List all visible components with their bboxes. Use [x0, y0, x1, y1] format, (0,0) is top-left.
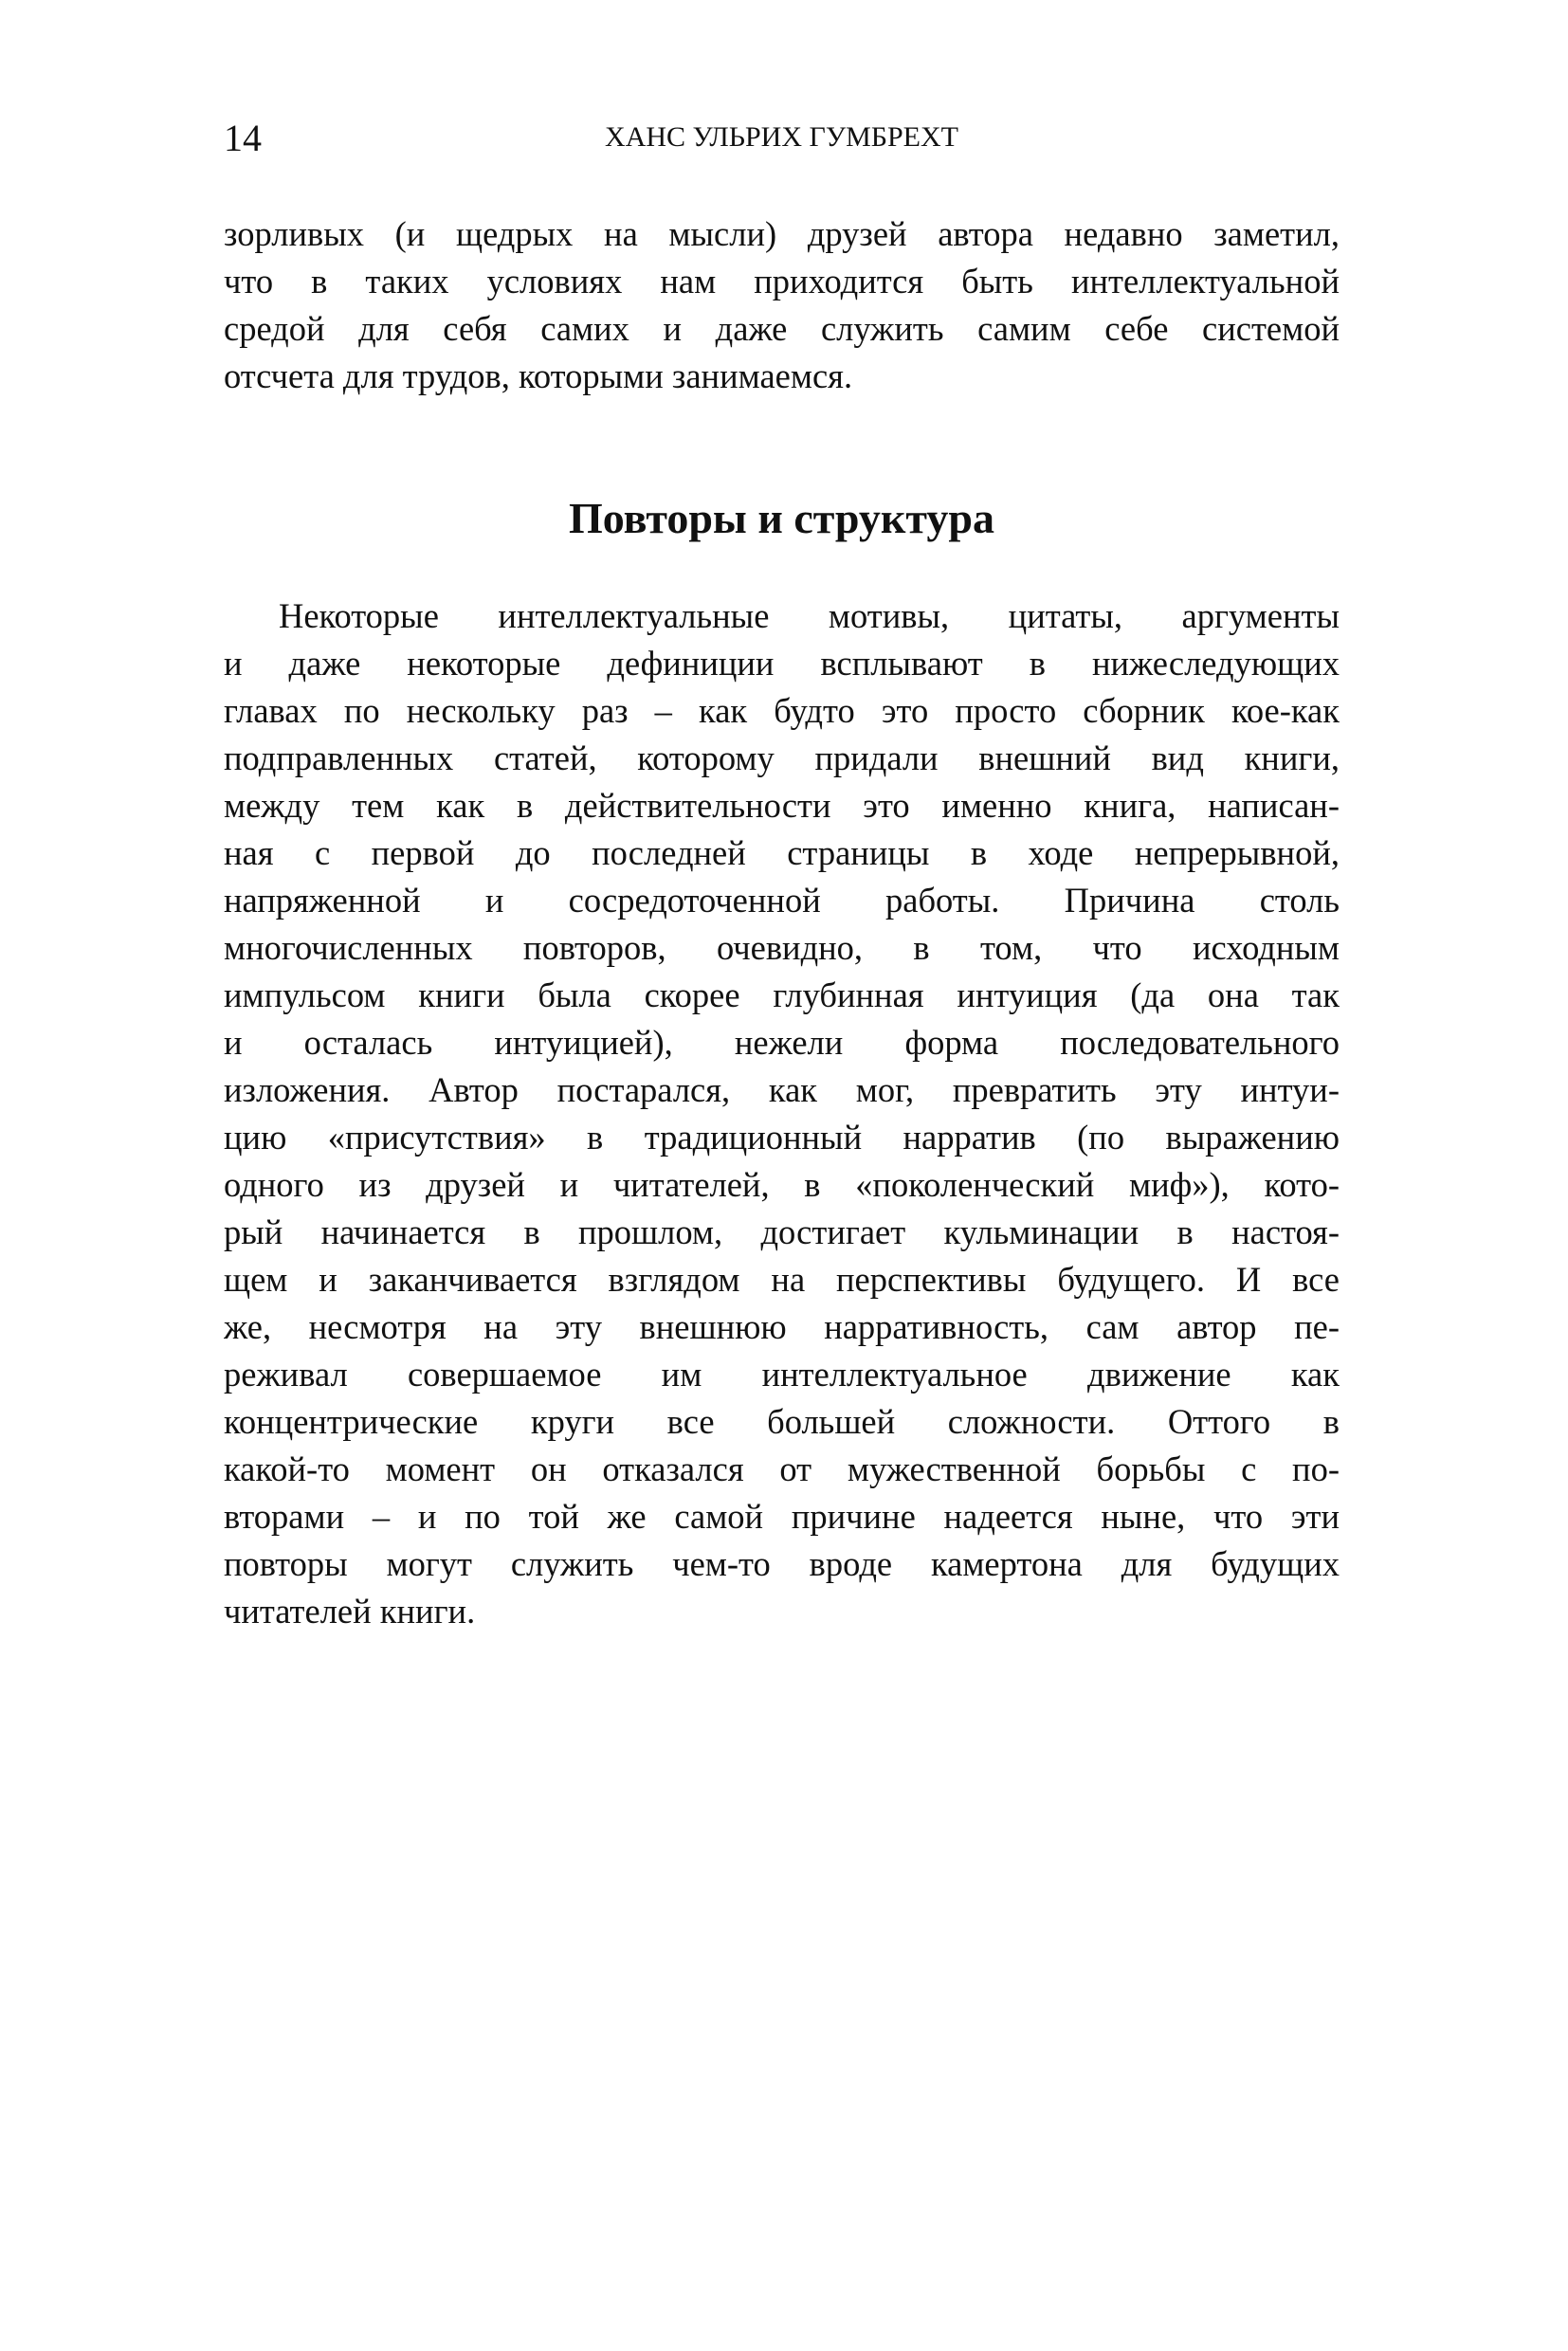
text-line: напряженной и сосредоточенной работы. Причина столь: [224, 881, 1340, 920]
text-line: же, несмотря на эту внешнюю нарративность, сам автор пе-: [224, 1307, 1340, 1346]
text-line: средой для себя самих и даже служить самим себе системой: [224, 309, 1340, 348]
text-line: многочисленных повторов, очевидно, в том, что исходным: [224, 928, 1340, 967]
text-line: повторы могут служить чем-то вроде камертона для будущих: [224, 1544, 1340, 1583]
text-line: реживал совершаемое им интеллектуальное движение как: [224, 1355, 1340, 1394]
continued-paragraph: [224, 210, 1340, 400]
text-line: подправленных статей, которому придали внешний вид книги,: [224, 738, 1340, 777]
page-number: 14: [224, 117, 262, 159]
text-line: читателей книги.: [224, 1592, 476, 1631]
text-line: главах по нескольку раз – как будто это просто сборник кое-как: [224, 691, 1340, 730]
text-line: рый начинается в прошлом, достигает кульминации в настоя-: [224, 1212, 1340, 1251]
text-line: и осталась интуицией), нежели форма последовательного: [224, 1023, 1340, 1062]
text-line: и даже некоторые дефиниции всплывают в нижеследующих: [224, 644, 1340, 683]
text-line: отсчета для трудов, которыми занимаемся.: [224, 356, 853, 395]
text-line: импульсом книги была скорее глубинная интуиция (да она так: [224, 975, 1340, 1014]
text-line: Некоторые интеллектуальные мотивы, цитаты, аргументы: [279, 596, 1340, 635]
text-line: щем и заканчивается взглядом на перспективы будущего. И все: [224, 1260, 1340, 1299]
text-line: одного из друзей и читателей, в «поколенческий миф»), кото-: [224, 1165, 1340, 1204]
text-line: зорливых (и щедрых на мысли) друзей автора недавно заметил,: [224, 214, 1340, 253]
text-line: какой-то момент он отказался от мужественной борьбы с по-: [224, 1449, 1340, 1488]
text-line: между тем как в действительности это именно книга, написан-: [224, 786, 1340, 825]
text-line: ная с первой до последней страницы в ходе непрерывной,: [224, 833, 1340, 872]
running-title: ХАНС УЛЬРИХ ГУМБРЕХТ: [605, 121, 958, 153]
text-line: цию «присутствия» в традиционный нарратив (по выражению: [224, 1118, 1340, 1157]
text-line: вторами – и по той же самой причине надеется ныне, что эти: [224, 1497, 1340, 1536]
text-line: что в таких условиях нам приходится быть интеллектуальной: [224, 262, 1340, 301]
text-line: концентрические круги все большей сложности. Оттого в: [224, 1402, 1340, 1441]
section-heading: Повторы и структура: [569, 494, 994, 542]
body-paragraph: [224, 592, 1340, 1635]
running-header: [224, 116, 1340, 163]
text-line: изложения. Автор постарался, как мог, превратить эту интуи-: [224, 1070, 1340, 1109]
